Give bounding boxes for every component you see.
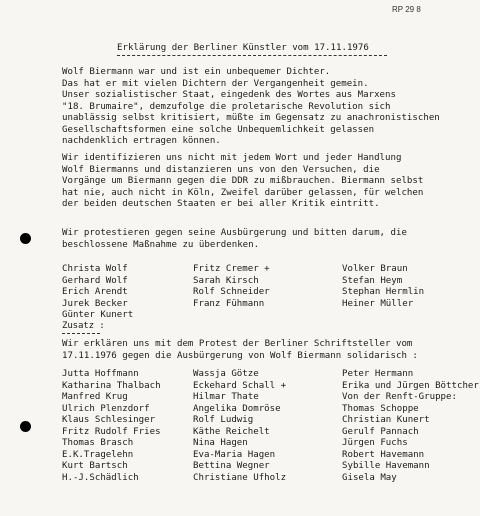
signer-name: Nina Hagen [193,438,248,448]
paragraph-1 [62,67,440,148]
signers-1-col-2 [193,264,270,310]
archive-stamp: RP 29 8 [392,5,421,14]
signer-name: Sybille Havemann [342,461,430,471]
signer-name: Franz Fühmann [193,298,265,309]
signer-name: Robert Havemann [342,449,425,460]
para4-line: Wir erklären uns mit dem Protest der Berliner Schriftsteller vom [62,339,413,349]
signer-name: Stefan Heym [342,275,403,286]
signers-1-col-1 [62,264,133,322]
signer-name: Angelika Domröse [193,403,281,414]
punch-hole [20,421,31,432]
signer-name: Thomas Brasch [62,438,134,448]
signer-name: Erich Arendt [62,287,128,297]
signer-name: H.-J.Schädlich [62,472,139,483]
signer-name: Manfred Krug [62,392,128,402]
signer-name: Christa Wolf [62,264,128,274]
signer-name: Peter Hermann [342,369,414,379]
para2-line: Vorgänge um Biermann gegen die DDR zu mißbrauchen. Biermann selbst [62,176,424,186]
signer-name: Gerhard Wolf [62,275,128,286]
para2-line: der beiden deutschen Staaten er bei aller Kritik eintritt. [62,199,380,209]
signer-name: Fritz Cremer + [193,264,270,274]
signers-2-col-1 [62,369,161,484]
signers-2-col-3 [342,369,480,484]
para2-line: hat nie, auch nicht in Köln, Zweifel darüber gelassen, für welchen [62,187,424,198]
signer-name: Käthe Reichelt [193,426,270,437]
signer-name: Katharina Thalbach [62,380,161,391]
signer-name: Jutta Hoffmann [62,369,139,379]
signer-name: Klaus Schlesinger [62,415,156,425]
signer-name: Christiane Ufholz [193,472,287,483]
para3-line: Wir protestieren gegen seine Ausbürgerung und bitten darum, die [62,228,407,238]
para3-line: beschlossene Maßnahme zu überdenken. [62,239,260,250]
para1-line: unablässig selbst kritisiert, müßte im Gegensatz zu anachronistischen [62,113,440,123]
paragraph-3 [62,228,407,251]
punch-hole [20,233,31,244]
signers-2-col-2 [193,369,286,484]
signer-name: Volker Braun [342,264,408,274]
signer-name: Hilmar Thate [193,392,259,402]
signer-name: Bettina Wegner [193,461,270,471]
signer-name: Christian Kunert [342,415,430,425]
signer-name: Wassja Götze [193,369,259,379]
signer-name: Sarah Kirsch [193,275,259,286]
para4-line: 17.11.1976 gegen die Ausbürgerung von Wolf Biermann solidarisch : [62,350,418,361]
para2-line: Wolf Biermanns und distanzieren uns von den Versuchen, die [62,164,380,175]
signer-name: Rolf Ludwig [193,415,254,425]
para1-line: Gesellschaftsformen eine solche Unbequemlichkeit gelassen [62,124,375,135]
signer-name: Eckehard Schall + [193,380,287,391]
signer-name: Eva-Maria Hagen [193,449,276,460]
signer-name: Kurt Bartsch [62,461,128,471]
signer-name: Jurek Becker [62,298,128,309]
signers-1-col-3 [342,264,424,310]
signer-name: Gerulf Pannach [342,426,419,437]
para2-line: Wir identifizieren uns nicht mit jedem Wort und jeder Handlung [62,153,402,163]
signer-name: Günter Kunert [62,310,134,320]
para1-line: Unser sozialistischer Staat, eingedenk des Wortes aus Marxens [62,90,396,100]
signer-name: Ulrich Plenzdorf [62,403,150,414]
signer-name: Erika und Jürgen Böttcher [342,380,479,391]
para1-line: Wolf Biermann war und ist ein unbequemer Dichter. [62,67,331,77]
signer-name: Gisela May [342,472,397,483]
signer-name: Rolf Schneider [193,287,270,297]
zusatz-heading: Zusatz : [62,321,105,331]
signer-name: Fritz Rudolf Fries [62,426,161,437]
signer-name: E.K.Tragelehn [62,449,134,460]
signer-name: Jürgen Fuchs [342,438,408,448]
signer-name: Thomas Schoppe [342,403,419,414]
para1-line: "18. Brumaire", demzufolge die proletarische Revolution sich [62,101,391,112]
title-underline [117,55,387,56]
signer-name: Stephan Hermlin [342,287,425,297]
signer-name: Heiner Müller [342,298,414,309]
paragraph-2 [62,153,423,211]
signer-name: Von der Renft-Gruppe: [342,392,457,402]
para1-line: Das hat er mit vielen Dichtern der Vergangenheit gemein. [62,78,369,89]
document-title: Erklärung der Berliner Künstler vom 17.11.1976 [117,43,369,53]
para1-line: nachdenklich ertragen können. [62,136,221,146]
zusatz-underline [62,333,100,334]
paragraph-4 [62,339,418,362]
